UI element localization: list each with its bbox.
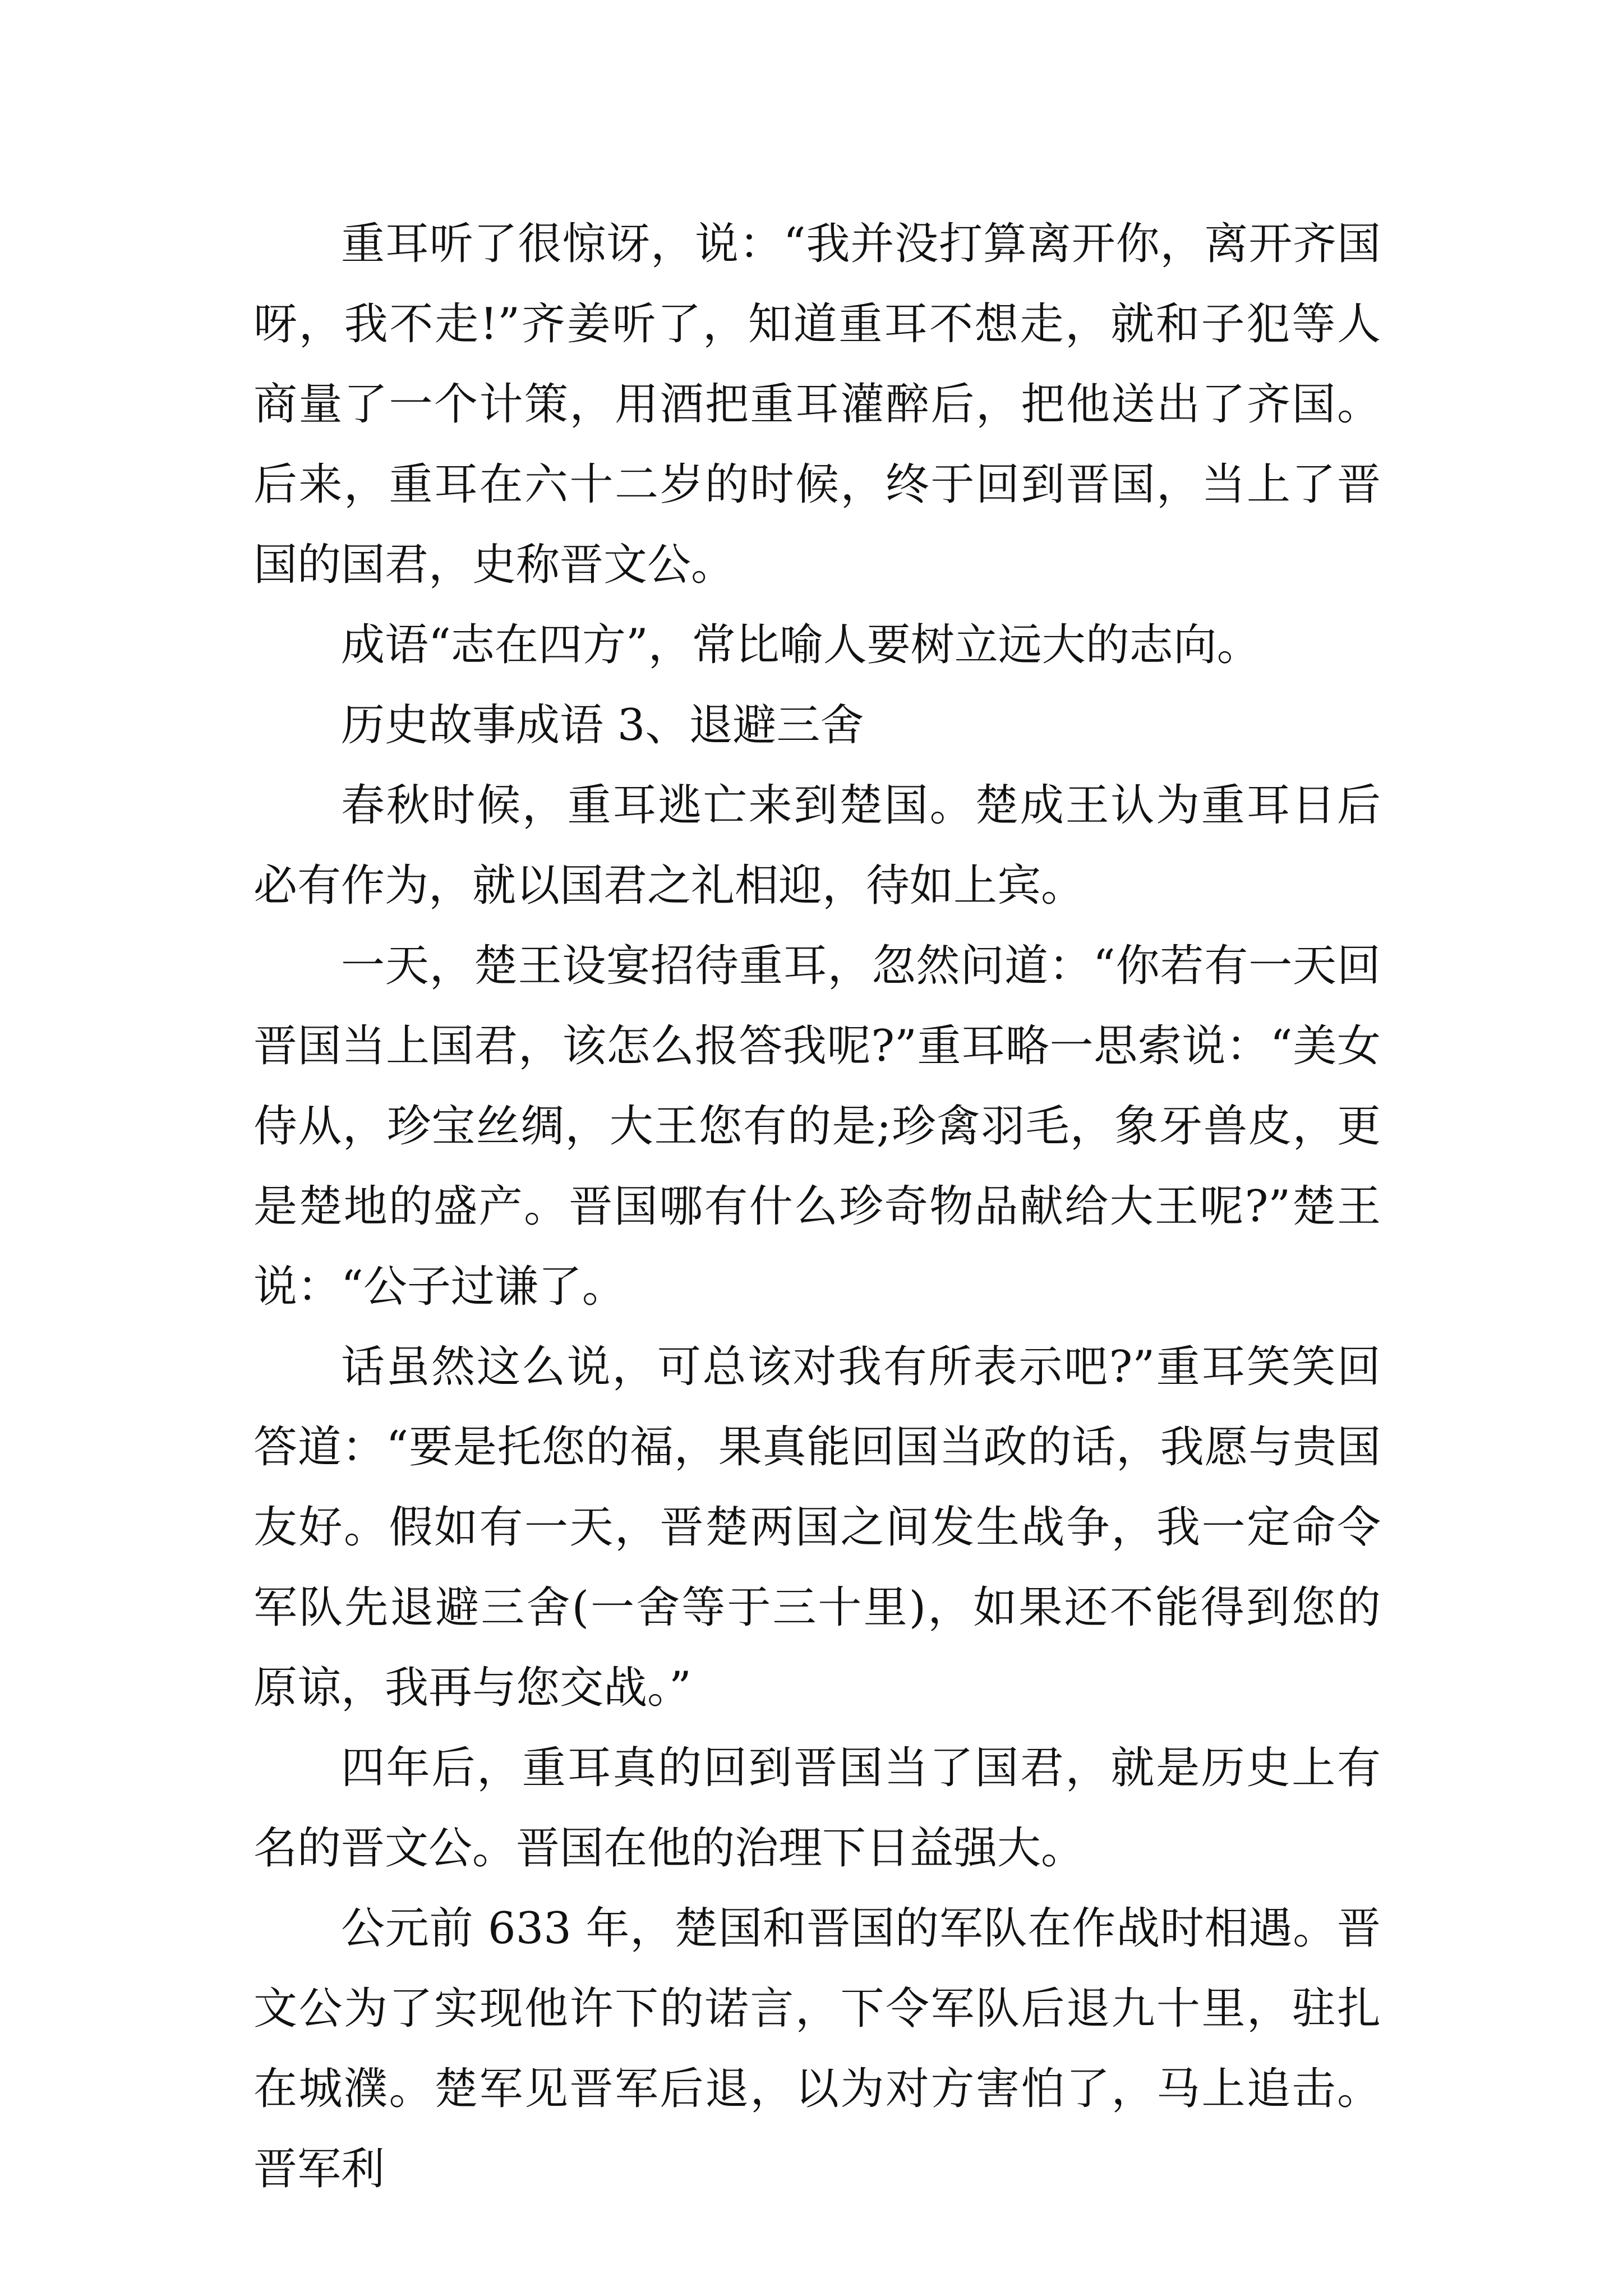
paragraph-promise-retreat: 话虽然这么说，可总该对我有所表示吧?”重耳笑笑回答道：“要是托您的福，果真能回国当政的话，我愿与贵国友好。假如有一天，晋楚两国之间发生战争，我一定命令军队先退避三舍(一舍等于三十里)，如果还不能得到您的原谅，我再与您交战。” [253, 1342, 1381, 1713]
paragraph-chonger-in-chu: 春秋时候，重耳逃亡来到楚国。楚成王认为重耳日后必有作为，就以国君之礼相迎，待如上宾。 [253, 780, 1381, 911]
paragraph-duke-wen: 四年后，重耳真的回到晋国当了国君，就是历史上有名的晋文公。晋国在他的治理下日益强大。 [253, 1743, 1381, 1874]
document-body [253, 204, 1381, 2210]
section-heading: 历史故事成语 3、退避三舍 [341, 700, 864, 751]
paragraph-chonger-leaves-qi: 重耳听了很惊讶，说：“我并没打算离开你，离开齐国呀，我不走!”齐姜听了，知道重耳不想走，就和子犯等人商量了一个计策，用酒把重耳灌醉后，把他送出了齐国。后来，重耳在六十二岁的时候，终于回到晋国，当上了晋国的国君，史称晋文公。 [253, 219, 1381, 590]
paragraph-banquet-question: 一天，楚王设宴招待重耳，忽然问道：“你若有一天回晋国当上国君，该怎么报答我呢?”重耳略一思索说：“美女侍从，珍宝丝绸，大王您有的是;珍禽羽毛，象牙兽皮，更是楚地的盛产。晋国哪有什么珍奇物品献给大王呢?”楚王说：“公子过谦了。 [253, 941, 1381, 1312]
paragraph-battle-chengpu: 公元前 633 年，楚国和晋国的军队在作战时相遇。晋文公为了实现他许下的诺言，下令军队后退九十里，驻扎在城濮。楚军见晋军后退，以为对方害怕了，马上追击。晋军利 [253, 1903, 1381, 2194]
paragraph-idiom-meaning: 成语“志在四方”，常比喻人要树立远大的志向。 [341, 620, 1261, 670]
